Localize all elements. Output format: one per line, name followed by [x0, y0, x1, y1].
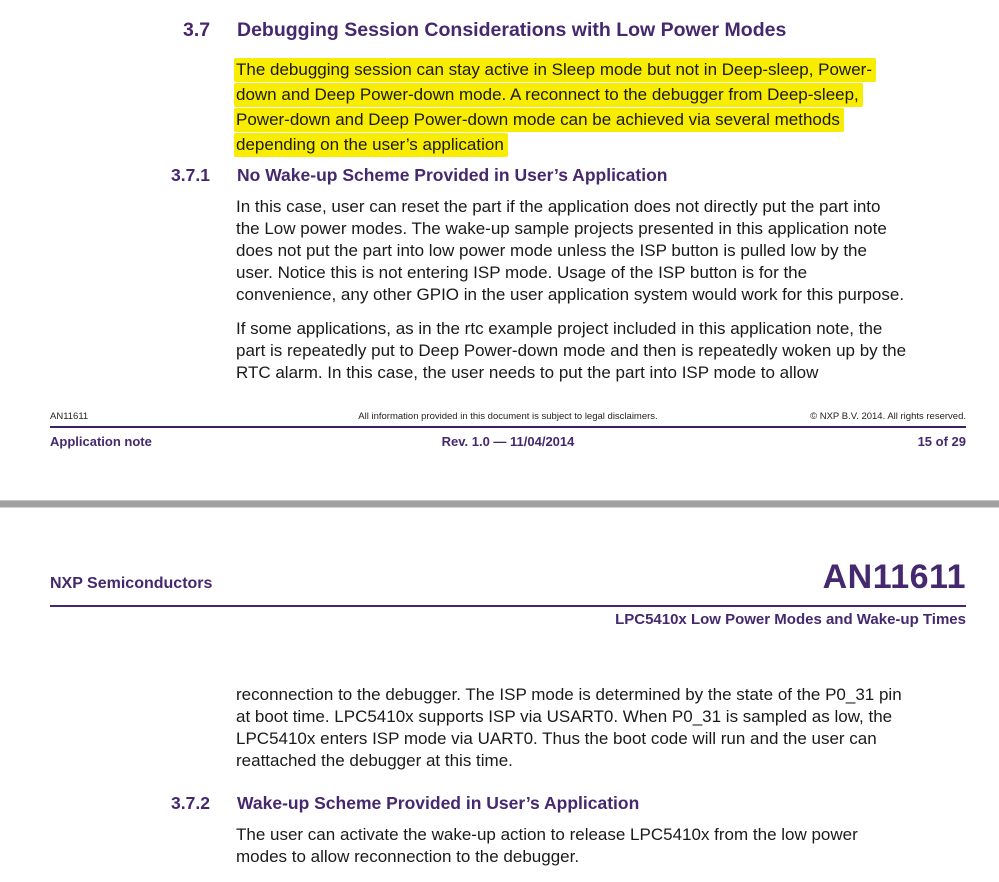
paragraph-line	[236, 107, 976, 132]
header-rule	[50, 605, 966, 607]
paragraph-line: reattached the debugger at this time.	[236, 751, 513, 770]
document-number: AN11611	[822, 558, 966, 596]
page-gap-divider	[0, 500, 999, 508]
footer-rule	[50, 426, 966, 428]
paragraph-line: If some applications, as in the rtc example project included in this application note, the	[236, 319, 883, 338]
paragraph-line	[236, 132, 976, 157]
paragraph-line: convenience, any other GPIO in the user application system would work for this purpose.	[236, 285, 905, 304]
page1-footer-disclaimer-row	[50, 411, 966, 422]
paragraph-line: modes to allow reconnection to the debugger.	[236, 847, 580, 866]
page1-footer-info-row	[50, 434, 966, 449]
highlighted-text: down and Deep Power-down mode. A reconnect to the debugger from Deep-sleep,	[234, 83, 863, 107]
section-3-7-heading	[0, 19, 999, 42]
section-number: 3.7.1	[171, 165, 210, 185]
footer-copyright-text: © NXP B.V. 2014. All rights reserved.	[810, 411, 966, 422]
body-paragraph	[236, 196, 976, 306]
paragraph-line: part is repeatedly put to Deep Power-down mode and then is repeatedly woken up by the	[236, 341, 907, 360]
paragraph-line: reconnection to the debugger. The ISP mode is determined by the state of the P0_31 pin	[236, 685, 902, 704]
section-3-7-2-heading	[0, 793, 999, 814]
paragraph-line: The user can activate the wake-up action to release LPC5410x from the low power	[236, 825, 858, 844]
highlighted-paragraph	[236, 57, 976, 157]
paragraph-line: In this case, user can reset the part if the application does not directly put the part into	[236, 197, 881, 216]
footer-disclaimer-text: All information provided in this document is subject to legal disclaimers.	[358, 411, 658, 422]
paragraph-line	[236, 82, 976, 107]
section-title: Wake-up Scheme Provided in User’s Application	[237, 793, 640, 813]
section-3-7-1-heading	[0, 165, 999, 186]
paragraph-line: at boot time. LPC5410x supports ISP via USART0. When P0_31 is sampled as low, the	[236, 707, 893, 726]
section-number: 3.7.2	[171, 793, 210, 813]
body-paragraph	[236, 318, 976, 384]
paragraph-line	[236, 57, 976, 82]
footer-doc-id: AN11611	[50, 411, 89, 422]
paragraph-line: user. Notice this is not entering ISP mode. Usage of the ISP button is for the	[236, 263, 808, 282]
body-paragraph	[236, 824, 976, 868]
section-number: 3.7	[183, 19, 211, 41]
highlighted-text: The debugging session can stay active in Sleep mode but not in Deep-sleep, Power-	[234, 58, 876, 82]
highlighted-text: Power-down and Deep Power-down mode can be achieved via several methods	[234, 108, 844, 132]
paragraph-line: RTC alarm. In this case, the user needs to put the part into ISP mode to allow	[236, 363, 819, 382]
section-title: Debugging Session Considerations with Low Power Modes	[237, 19, 787, 41]
footer-page-indicator: 15 of 29	[917, 434, 966, 449]
footer-doc-type: Application note	[50, 434, 152, 449]
section-title: No Wake-up Scheme Provided in User’s Application	[237, 165, 668, 185]
paragraph-line: LPC5410x enters ISP mode via UART0. Thus the boot code will run and the user can	[236, 729, 877, 748]
page2-header	[50, 558, 966, 597]
footer-revision: Rev. 1.0 — 11/04/2014	[441, 434, 575, 449]
document-subtitle: LPC5410x Low Power Modes and Wake-up Times	[615, 611, 966, 628]
company-name: NXP Semiconductors	[50, 575, 213, 592]
paragraph-line: does not put the part into low power mode unless the ISP button is pulled low by the	[236, 241, 867, 260]
paragraph-line: the Low power modes. The wake-up sample projects presented in this application note	[236, 219, 887, 238]
highlighted-text: depending on the user’s application	[234, 133, 508, 157]
body-paragraph	[236, 684, 976, 772]
